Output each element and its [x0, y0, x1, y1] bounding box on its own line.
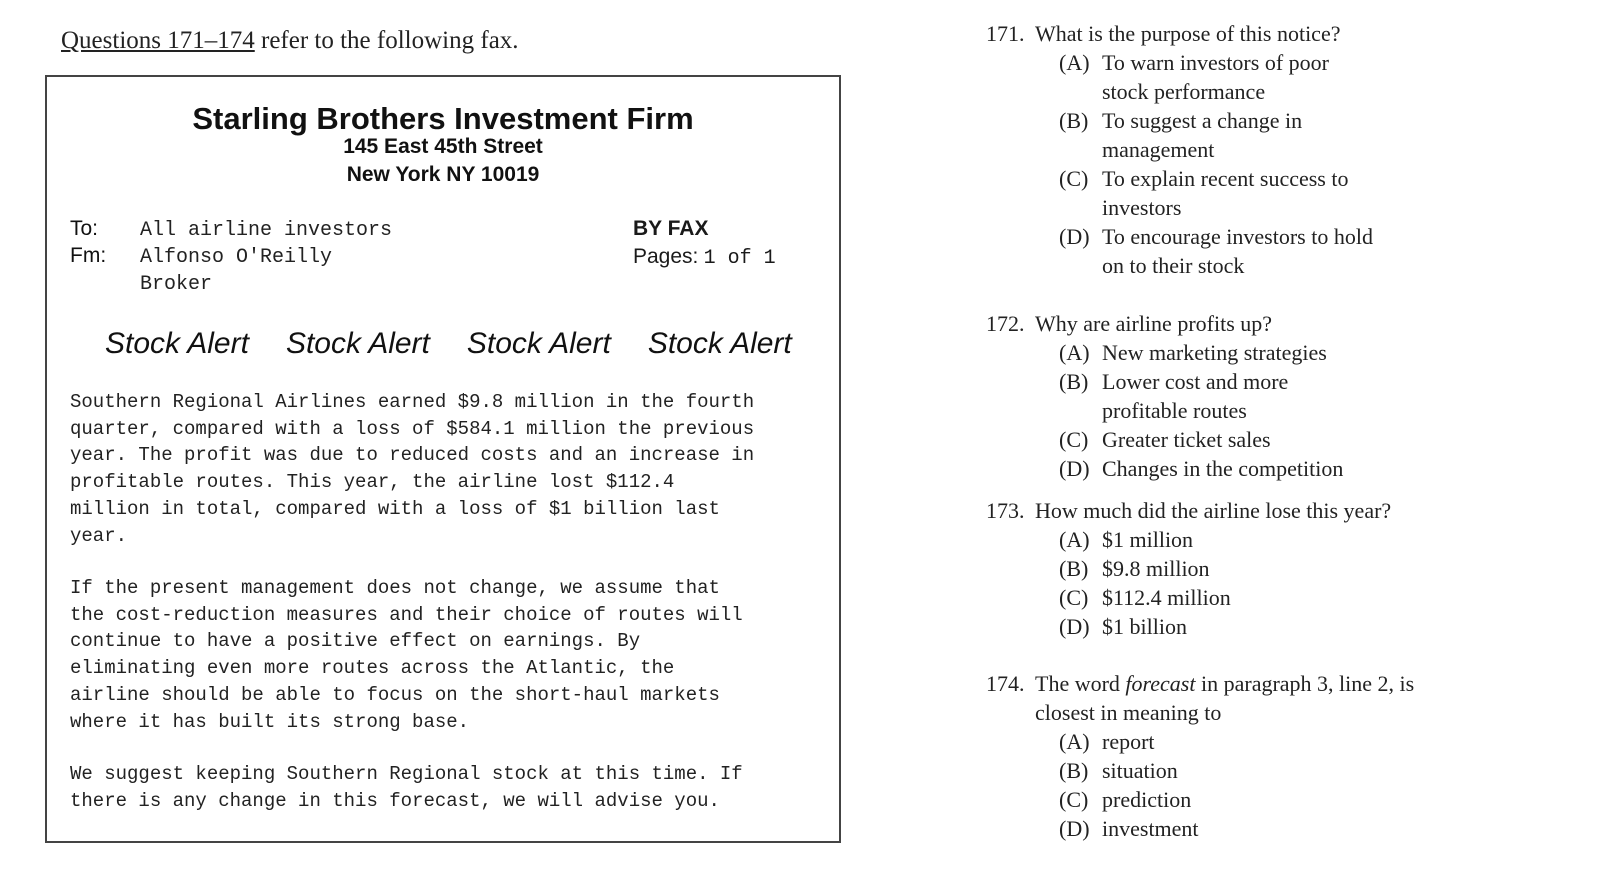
from-title: Broker	[140, 273, 213, 296]
option-text: $1 million	[1102, 527, 1194, 552]
stock-alert-banner	[105, 327, 829, 361]
stock-alert: Stock Alert	[105, 327, 249, 360]
option-text: To explain recent success to investors	[1102, 166, 1349, 220]
intro-text: refer to the following fax.	[254, 27, 519, 54]
answer-option[interactable]	[1059, 785, 1586, 814]
stock-alert: Stock Alert	[647, 327, 792, 360]
question-171	[986, 19, 1586, 280]
pages-line	[633, 244, 776, 270]
answer-option[interactable]	[1059, 525, 1586, 554]
option-letter: (B)	[1059, 108, 1089, 133]
option-text: report	[1102, 729, 1155, 754]
question-172	[986, 309, 1586, 483]
fax-document	[45, 75, 841, 843]
option-text: New marketing strategies	[1102, 340, 1327, 365]
answer-option[interactable]	[1059, 106, 1324, 164]
answer-option[interactable]	[1059, 554, 1586, 583]
question-text-part: in paragraph 3, line 2, is closest in meaning to	[1035, 671, 1415, 725]
option-letter: (B)	[1059, 369, 1089, 394]
firm-city: New York NY 10019	[346, 163, 540, 186]
option-letter: (D)	[1059, 456, 1090, 481]
firm-street: 145 East 45th Street	[343, 135, 543, 158]
option-text: situation	[1102, 758, 1178, 783]
by-fax: BY FAX	[633, 217, 709, 240]
option-letter: (A)	[1059, 340, 1090, 365]
question-text	[1035, 669, 1455, 727]
option-letter: (C)	[1059, 166, 1089, 191]
fax-paragraph-2: If the present management does not change, we assume that the cost-reduction measures and their choice of routes will continue to have a positive effect on earnings. By eliminating even more routes across the Atlantic, the airline should be able to focus on the short-haul markets where it has built its strong base.	[70, 577, 743, 733]
answer-option[interactable]	[1059, 814, 1586, 843]
option-text: prediction	[1102, 787, 1192, 812]
fax-paragraph-1: Southern Regional Airlines earned $9.8 million in the fourth quarter, compared with a loss of $584.1 million the previous year. The profit was due to reduced costs and an increase in profitable routes. This year, the airline lost $112.4 million in total, compared with a loss of $1 billion last year.	[70, 391, 755, 547]
option-letter: (D)	[1059, 614, 1090, 639]
answer-option[interactable]	[1059, 164, 1349, 222]
option-letter: (B)	[1059, 556, 1089, 581]
fax-paragraph-3: We suggest keeping Southern Regional stock at this time. If there is any change in this forecast, we will advise you.	[70, 763, 743, 812]
option-letter: (C)	[1059, 585, 1089, 610]
option-text: Greater ticket sales	[1102, 427, 1271, 452]
option-text: investment	[1102, 816, 1199, 841]
answer-option[interactable]	[1059, 454, 1419, 483]
answer-option[interactable]	[1059, 222, 1399, 280]
option-text: $9.8 million	[1102, 556, 1210, 581]
option-letter: (C)	[1059, 427, 1089, 452]
answer-option[interactable]	[1059, 367, 1379, 425]
option-letter: (A)	[1059, 729, 1090, 754]
option-letter: (A)	[1059, 50, 1090, 75]
answer-option[interactable]	[1059, 338, 1419, 367]
question-keyword: forecast	[1125, 671, 1196, 696]
question-number: 173.	[986, 498, 1025, 523]
option-text: $1 billion	[1102, 614, 1187, 639]
question-range: Questions 171–174	[61, 27, 255, 54]
option-text: To suggest a change in management	[1102, 108, 1303, 162]
answer-option[interactable]	[1059, 48, 1359, 106]
option-text: $112.4 million	[1102, 585, 1231, 610]
option-text: To encourage investors to hold on to their stock	[1102, 224, 1373, 278]
option-text: Lower cost and more profitable routes	[1102, 369, 1289, 423]
question-number: 171.	[986, 21, 1025, 46]
answer-option[interactable]	[1059, 756, 1586, 785]
from-name: Alfonso O'Reilly	[140, 246, 333, 269]
option-letter: (C)	[1059, 787, 1089, 812]
answer-option[interactable]	[1059, 425, 1419, 454]
answer-option[interactable]	[1059, 612, 1586, 641]
question-174	[986, 669, 1586, 843]
option-letter: (B)	[1059, 758, 1089, 783]
question-number: 172.	[986, 311, 1025, 336]
option-text: To warn investors of poor stock performance	[1102, 50, 1329, 104]
stock-alert: Stock Alert	[285, 327, 430, 360]
question-text: How much did the airline lose this year?	[1035, 498, 1392, 523]
to-value: All airline investors	[140, 219, 393, 242]
answer-option[interactable]	[1059, 727, 1586, 756]
pages-value: 1 of 1	[703, 247, 776, 270]
pages-label: Pages:	[633, 245, 699, 268]
question-text: What is the purpose of this notice?	[1035, 21, 1341, 46]
option-letter: (D)	[1059, 816, 1090, 841]
option-letter: (A)	[1059, 527, 1090, 552]
to-label: To:	[70, 217, 99, 240]
option-letter: (D)	[1059, 224, 1090, 249]
question-text-part: The word	[1035, 671, 1126, 696]
option-text: Changes in the competition	[1102, 456, 1344, 481]
question-173	[986, 496, 1586, 641]
stock-alert: Stock Alert	[466, 327, 611, 360]
firm-name: Starling Brothers Investment Firm	[192, 101, 694, 136]
question-text: Why are airline profits up?	[1035, 311, 1273, 336]
from-label: Fm:	[70, 244, 107, 267]
answer-option[interactable]	[1059, 583, 1586, 612]
intro-line	[61, 27, 519, 55]
question-number: 174.	[986, 671, 1025, 696]
